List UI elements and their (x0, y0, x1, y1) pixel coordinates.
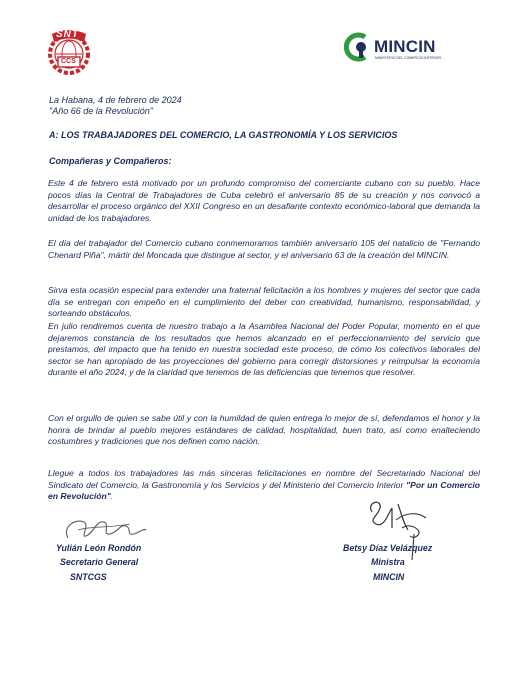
paragraph-3: Sirva esta ocasión especial para extender una fraternal felicitación a los hombres y mujeres del sector que cada día se entregan con empeño en el cumplimiento del deber con creatividad, humanismo, responsabilidad, y sorteando obstáculos. (48, 285, 480, 319)
right-signer-org: MINCIN (373, 572, 405, 582)
mincin-emblem-icon (341, 31, 373, 63)
letter-date: La Habana, 4 de febrero de 2024 (49, 95, 182, 105)
right-signer-name: Betsy Díaz Velázquez (343, 543, 433, 553)
paragraph-5: Con el orgullo de quien se sabe útil y con la humildad de quien entrega lo mejor de sí, defendamos el honor y la honra de brindar al pueblo mejores estándares de calidad, hospitalidad, buen trato, así como enalteciendo costumbres y tradiciones que nos definen como nación. (48, 413, 480, 447)
left-handwritten-signature (60, 508, 150, 548)
left-signer-name: Yulián León Rondón (56, 543, 142, 553)
paragraph-2: El día del trabajador del Comercio cubano conmemoramos también aniversario 105 del natalicio de "Fernando Chenard Piña", mártir del Moncada que distingue al sector, y el aniversario 63 de la creación del MINCIN. (48, 238, 480, 260)
closing-end: . (110, 491, 114, 502)
letter-heading: A: LOS TRABAJADORES DEL COMERCIO, LA GASTRONOMÍA Y LOS SERVICIOS (49, 130, 398, 140)
mincin-logo (341, 29, 451, 69)
left-signer-org: SNTCGS (70, 572, 107, 582)
closing-text: Llegue a todos los trabajadores las más sinceras felicitaciones en nombre del Secretariado Nacional del Sindicato del Comercio, la Gastronomía y los Servicios y del Ministerio del Comercio Interior (48, 468, 480, 490)
snt-logo-text: SNT (56, 29, 79, 40)
snt-logo (44, 24, 94, 76)
right-signer-title: Ministra (371, 557, 405, 567)
left-signer-title: Secretario General (60, 557, 139, 567)
mincin-logo-word: MINCIN (374, 37, 436, 56)
mincin-logo-subtitle: MINISTERIO DEL COMERCIO INTERIOR (375, 56, 441, 60)
right-handwritten-signature (362, 494, 442, 564)
snt-badge-text: CCS (61, 58, 76, 65)
letter-motto: "Año 66 de la Revolución" (49, 106, 153, 116)
paragraph-1: Este 4 de febrero está motivado por un profundo compromiso del comerciante cubano con su pueblo. Hace pocos días la Central de Trabajadores de Cuba celebró el aniversario 85 de su creación y nos convocó a desarrollar el proceso orgánico del XXII Congreso en un desafiante contexto económico-laboral que demanda la unidad de los trabajadores. (48, 178, 480, 223)
paragraph-4: En julio rendiremos cuenta de nuestro trabajo a la Asamblea Nacional del Poder Popular, momento en el que dejaremos constancia de los resultados que hemos alcanzado en el perfeccionamiento del servicio que prestamos, del impacto que ha tenido en nuestra sociedad este proceso, de cómo los colectivos laborales del sector se han apropiado de las proyecciones del gobierno para corregir distorsiones y reimpulsar la economía durante el año 2024, y de la claridad que tenemos de las deficiencias que tenemos que resolver. (48, 321, 480, 378)
letter-greeting: Compañeras y Compañeros: (49, 156, 172, 166)
closing-slogan: "Por un Comercio en Revolución" (48, 479, 480, 502)
